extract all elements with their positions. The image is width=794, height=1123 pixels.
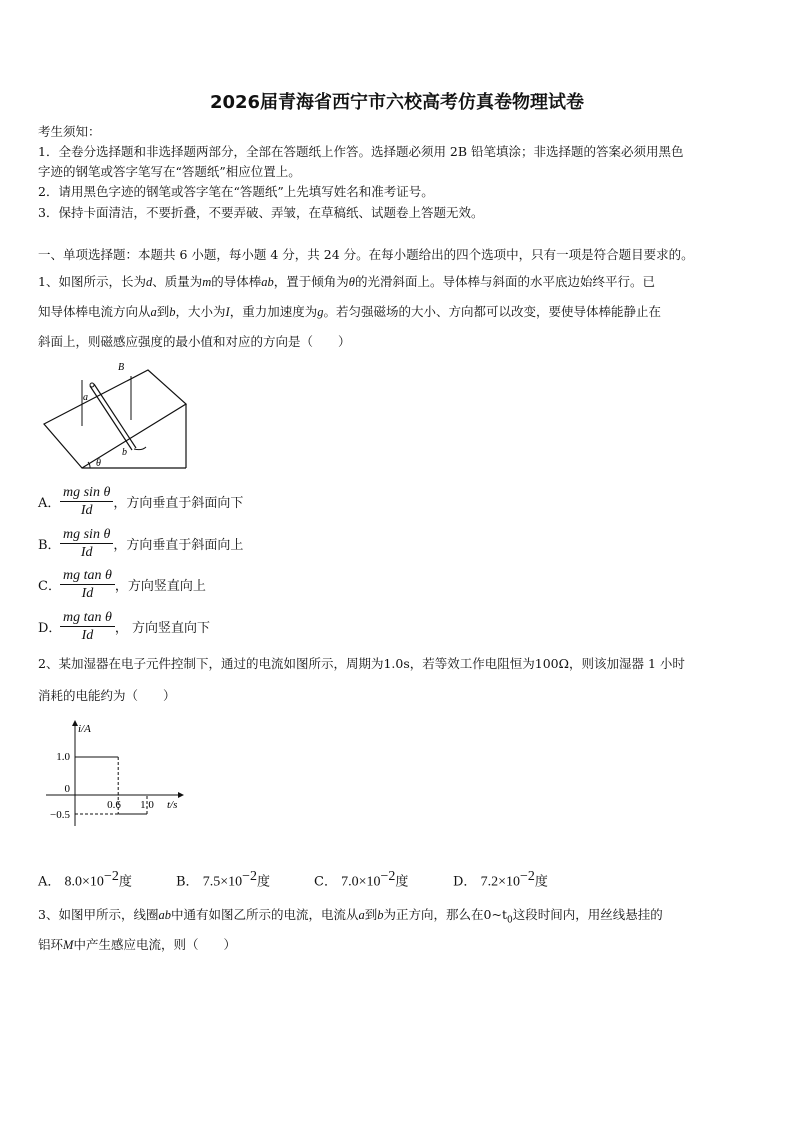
label-b: b bbox=[122, 447, 127, 458]
q3-line-1: 3、如图甲所示，线圈ab中通有如图乙所示的电流，电流从a到b为正方向，那么在$0\sim t_0$这段时间内，用丝线悬挂的 bbox=[38, 907, 663, 926]
notice-line-2: 2．请用黑色字迹的钢笔或答字笔在“答题纸”上先填写姓名和准考证号。 bbox=[38, 184, 434, 199]
q1-line-1: 1、如图所示，长为d、质量为m的导体棒ab，置于倾角为θ的光滑斜面上。导体棒与斜面的水平底边始终平行。已 bbox=[38, 274, 655, 289]
page-title: 2026届青海省西宁市六校高考仿真卷物理试卷 bbox=[209, 92, 585, 113]
q1-line-3: 斜面上，则磁感应强度的最小值和对应的方向是（ ） bbox=[38, 334, 351, 349]
q2-answer-b[interactable]: B． $7.5\times 10^{-2}$度 bbox=[176, 869, 271, 890]
x-tick-label-06: 0.6 bbox=[107, 799, 121, 811]
q1-option-a[interactable]: A． $\frac{\text{mg sin θ}}{Id}$ ，方向垂直于斜面向下 bbox=[38, 485, 244, 518]
q1-option-d[interactable]: D． $\frac{\text{mg tan θ}}{Id}$ ， 方向竖直向下 bbox=[38, 610, 211, 643]
q1-option-b[interactable]: B． $\frac{\text{mg sin θ}}{Id}$ ，方向垂直于斜面向上 bbox=[38, 527, 244, 560]
y-axis-label: i/A bbox=[78, 723, 91, 735]
notice-heading: 考生须知： bbox=[38, 124, 101, 139]
y-tick-label-1: 1.0 bbox=[56, 751, 70, 763]
q2-answer-a[interactable]: A． $8.0\times 10^{-2}$度 bbox=[38, 869, 132, 890]
q1-incline-figure bbox=[36, 358, 196, 476]
q2-line-1: 2、某加湿器在电子元件控制下，通过的电流如图所示，周期为1.0s，若等效工作电阻恒为100Ω，则该加湿器 1 小时 bbox=[38, 656, 685, 671]
q1-option-c[interactable]: C． $\frac{\text{mg tan θ}}{Id}$ ，方向竖直向上 bbox=[38, 568, 206, 601]
q1-line-2: 知导体棒电流方向从a到b，大小为I，重力加速度为g。若匀强磁场的大小、方向都可以改变，要使导体棒能静止在 bbox=[38, 304, 661, 319]
y-tick-label-0: 0 bbox=[64, 783, 70, 795]
x-axis-label: t/s bbox=[167, 799, 178, 811]
notice-line-1b: 字迹的钢笔或答字笔写在“答题纸”相应位置上。 bbox=[38, 164, 301, 179]
x-tick-label-10: 1.0 bbox=[140, 799, 154, 811]
x-axis-arrow bbox=[178, 792, 184, 798]
label-a: a bbox=[83, 392, 88, 403]
q2-current-chart bbox=[36, 716, 196, 836]
label-B: B bbox=[118, 362, 125, 373]
notice-line-1a: 1．全卷分选择题和非选择题两部分，全部在答题纸上作答。选择题必须用 2B 铅笔填涂；非选择题的答案必须用黑色 bbox=[38, 144, 684, 159]
q3-line-2: 铝环M中产生感应电流，则（ ） bbox=[38, 937, 236, 952]
q2-line-2: 消耗的电能约为（ ） bbox=[38, 688, 176, 703]
section-heading: 一、单项选择题：本题共 6 小题，每小题 4 分，共 24 分。在每小题给出的四个选项中，只有一项是符合题目要求的。 bbox=[38, 247, 694, 262]
y-tick-label-neg: −0.5 bbox=[50, 809, 70, 821]
q2-answer-d[interactable]: D． $7.2\times 10^{-2}$度 bbox=[453, 869, 548, 890]
q2-answer-c[interactable]: C． $7.0\times 10^{-2}$度 bbox=[314, 869, 409, 890]
notice-line-3: 3．保持卡面清洁，不要折叠，不要弄破、弄皱，在草稿纸、试题卷上答题无效。 bbox=[38, 205, 484, 220]
label-theta: θ bbox=[96, 458, 101, 469]
